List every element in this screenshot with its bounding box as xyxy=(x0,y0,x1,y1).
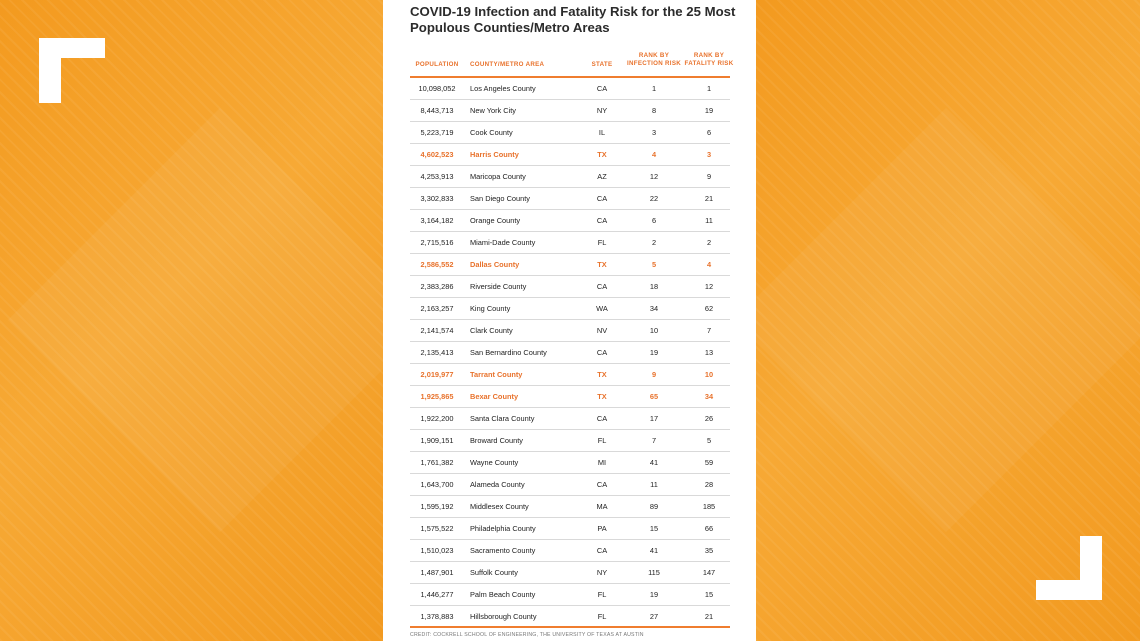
cell-fatality-rank: 3 xyxy=(706,150,712,159)
table-row xyxy=(410,298,730,320)
table-card xyxy=(383,0,756,641)
cell-state: NY xyxy=(596,106,608,115)
cell-population: 1,761,382 xyxy=(420,458,454,467)
cell-population: 1,446,277 xyxy=(420,590,454,599)
cell-population: 1,378,883 xyxy=(420,612,454,621)
cell-state: CA xyxy=(596,282,608,291)
credit-text: CREDIT: COCKRELL SCHOOL OF ENGINEERING, THE UNIVERSITY OF TEXAS AT AUSTIN xyxy=(410,632,644,638)
cell-fatality-rank: 9 xyxy=(706,172,712,181)
table-row xyxy=(410,210,730,232)
footer-divider xyxy=(410,626,730,628)
cell-fatality-rank: 185 xyxy=(702,502,716,511)
cell-state: CA xyxy=(596,216,608,225)
table-header xyxy=(410,50,734,78)
cell-population: 1,510,023 xyxy=(420,546,454,555)
cell-population: 2,141,574 xyxy=(420,326,454,335)
cell-state: FL xyxy=(597,436,607,445)
cell-population: 2,383,286 xyxy=(420,282,454,291)
cell-infection-rank: 19 xyxy=(649,348,659,357)
cell-infection-rank: 2 xyxy=(651,238,657,247)
cell-infection-rank: 34 xyxy=(649,304,659,313)
cell-population: 2,163,257 xyxy=(420,304,454,313)
cell-state: CA xyxy=(596,414,608,423)
corner-bracket-bottom-right xyxy=(1080,536,1102,600)
cell-state: NV xyxy=(596,326,608,335)
cell-infection-rank: 22 xyxy=(649,194,659,203)
cell-infection-rank: 17 xyxy=(649,414,659,423)
cell-state: MA xyxy=(596,502,608,511)
cell-fatality-rank: 19 xyxy=(704,106,714,115)
cell-state: CA xyxy=(596,194,608,203)
cell-fatality-rank: 34 xyxy=(704,392,714,401)
cell-county: Philadelphia County xyxy=(470,524,536,533)
cell-fatality-rank: 21 xyxy=(704,612,714,621)
cell-fatality-rank: 10 xyxy=(704,370,714,379)
cell-infection-rank: 15 xyxy=(649,524,659,533)
cell-fatality-rank: 62 xyxy=(704,304,714,313)
page-title: COVID-19 Infection and Fatality Risk for the 25 Most Populous Counties/Metro Areas xyxy=(410,4,736,35)
cell-county: Hillsborough County xyxy=(470,612,537,621)
cell-infection-rank: 9 xyxy=(651,370,657,379)
cell-county: Riverside County xyxy=(470,282,527,291)
cell-county: Wayne County xyxy=(470,458,519,467)
cell-fatality-rank: 15 xyxy=(704,590,714,599)
cell-population: 4,602,523 xyxy=(420,150,454,159)
cell-infection-rank: 5 xyxy=(651,260,657,269)
table-row xyxy=(410,78,730,100)
cell-state: IL xyxy=(598,128,606,137)
cell-population: 2,715,516 xyxy=(420,238,454,247)
cell-county: Clark County xyxy=(470,326,513,335)
table-row xyxy=(410,540,730,562)
table-row xyxy=(410,232,730,254)
cell-fatality-rank: 66 xyxy=(704,524,714,533)
cell-county: San Diego County xyxy=(470,194,530,203)
cell-fatality-rank: 28 xyxy=(704,480,714,489)
cell-infection-rank: 10 xyxy=(649,326,659,335)
cell-state: WA xyxy=(596,304,608,313)
table-row xyxy=(410,474,730,496)
cell-fatality-rank: 147 xyxy=(702,568,716,577)
cell-county: Los Angeles County xyxy=(470,84,536,93)
table-row xyxy=(410,430,730,452)
cell-infection-rank: 3 xyxy=(651,128,657,137)
cell-state: FL xyxy=(597,590,607,599)
column-header-state: STATE xyxy=(591,61,613,68)
cell-county: Cook County xyxy=(470,128,513,137)
cell-state: PA xyxy=(597,524,607,533)
column-header-fatality-rank: RANK BY FATALITY RISK xyxy=(684,52,734,67)
cell-infection-rank: 65 xyxy=(649,392,659,401)
cell-county: Palm Beach County xyxy=(470,590,536,599)
cell-state: FL xyxy=(597,612,607,621)
cell-population: 1,922,200 xyxy=(420,414,454,423)
cell-fatality-rank: 1 xyxy=(706,84,712,93)
table-row xyxy=(410,122,730,144)
cell-fatality-rank: 13 xyxy=(704,348,714,357)
cell-state: MI xyxy=(597,458,607,467)
cell-population: 1,925,865 xyxy=(420,392,454,401)
cell-county: Santa Clara County xyxy=(470,414,535,423)
cell-fatality-rank: 59 xyxy=(704,458,714,467)
cell-state: CA xyxy=(596,546,608,555)
table-row xyxy=(410,584,730,606)
table-row xyxy=(410,276,730,298)
table-row xyxy=(410,144,730,166)
cell-population: 2,135,413 xyxy=(420,348,454,357)
cell-fatality-rank: 21 xyxy=(704,194,714,203)
table-row xyxy=(410,364,730,386)
cell-county: Sacramento County xyxy=(470,546,536,555)
cell-state: TX xyxy=(597,392,607,401)
cell-fatality-rank: 5 xyxy=(706,436,712,445)
table-row xyxy=(410,386,730,408)
cell-population: 3,164,182 xyxy=(420,216,454,225)
cell-county: Harris County xyxy=(470,150,519,159)
table-row xyxy=(410,188,730,210)
cell-state: TX xyxy=(597,150,607,159)
cell-fatality-rank: 12 xyxy=(704,282,714,291)
cell-population: 8,443,713 xyxy=(420,106,454,115)
cell-state: CA xyxy=(596,348,608,357)
cell-county: King County xyxy=(470,304,511,313)
table-row xyxy=(410,452,730,474)
cell-county: Miami-Dade County xyxy=(470,238,536,247)
table-row xyxy=(410,496,730,518)
background-diamond xyxy=(734,108,1140,532)
cell-county: Maricopa County xyxy=(470,172,526,181)
cell-infection-rank: 19 xyxy=(649,590,659,599)
cell-population: 1,487,901 xyxy=(420,568,454,577)
cell-population: 1,643,700 xyxy=(420,480,454,489)
cell-fatality-rank: 7 xyxy=(706,326,712,335)
cell-state: TX xyxy=(597,370,607,379)
cell-fatality-rank: 2 xyxy=(706,238,712,247)
corner-bracket-top-left xyxy=(39,38,61,103)
cell-population: 4,253,913 xyxy=(420,172,454,181)
cell-population: 2,019,977 xyxy=(420,370,454,379)
cell-fatality-rank: 26 xyxy=(704,414,714,423)
table-row xyxy=(410,562,730,584)
cell-infection-rank: 89 xyxy=(649,502,659,511)
cell-infection-rank: 11 xyxy=(650,480,658,489)
cell-county: Alameda County xyxy=(470,480,525,489)
table-row xyxy=(410,166,730,188)
cell-infection-rank: 12 xyxy=(649,172,659,181)
cell-county: San Bernardino County xyxy=(470,348,547,357)
cell-state: CA xyxy=(596,84,608,93)
table-row xyxy=(410,518,730,540)
cell-infection-rank: 7 xyxy=(651,436,657,445)
cell-infection-rank: 4 xyxy=(651,150,657,159)
cell-fatality-rank: 35 xyxy=(704,546,714,555)
table-body xyxy=(410,78,730,628)
table-row xyxy=(410,408,730,430)
cell-infection-rank: 1 xyxy=(651,84,657,93)
column-header-population: POPULATION xyxy=(415,61,459,68)
cell-county: Orange County xyxy=(470,216,521,225)
cell-county: New York City xyxy=(470,106,517,115)
cell-population: 2,586,552 xyxy=(420,260,454,269)
cell-county: Suffolk County xyxy=(470,568,518,577)
cell-infection-rank: 115 xyxy=(648,568,660,577)
cell-infection-rank: 6 xyxy=(651,216,657,225)
cell-county: Middlesex County xyxy=(470,502,529,511)
table-row xyxy=(410,320,730,342)
cell-population: 1,595,192 xyxy=(420,502,454,511)
cell-infection-rank: 27 xyxy=(649,612,659,621)
cell-county: Bexar County xyxy=(470,392,519,401)
cell-infection-rank: 41 xyxy=(649,546,659,555)
cell-infection-rank: 8 xyxy=(651,106,657,115)
cell-infection-rank: 41 xyxy=(649,458,659,467)
cell-state: CA xyxy=(596,480,608,489)
table-row xyxy=(410,606,730,628)
cell-county: Tarrant County xyxy=(470,370,523,379)
cell-county: Broward County xyxy=(470,436,523,445)
cell-state: FL xyxy=(597,238,607,247)
background-diamond xyxy=(8,108,432,532)
cell-population: 1,909,151 xyxy=(420,436,454,445)
table-row xyxy=(410,342,730,364)
cell-population: 10,098,052 xyxy=(418,84,456,93)
column-header-county: COUNTY/METRO AREA xyxy=(470,61,545,68)
cell-fatality-rank: 4 xyxy=(706,260,712,269)
cell-state: AZ xyxy=(597,172,607,181)
cell-fatality-rank: 6 xyxy=(706,128,712,137)
column-header-infection-rank: RANK BY INFECTION RISK xyxy=(626,52,682,67)
cell-population: 5,223,719 xyxy=(420,128,454,137)
cell-population: 3,302,833 xyxy=(420,194,454,203)
cell-population: 1,575,522 xyxy=(420,524,454,533)
cell-state: NY xyxy=(596,568,608,577)
table-row xyxy=(410,100,730,122)
cell-fatality-rank: 11 xyxy=(705,216,713,225)
cell-county: Dallas County xyxy=(470,260,520,269)
cell-state: TX xyxy=(597,260,607,269)
table-row xyxy=(410,254,730,276)
cell-infection-rank: 18 xyxy=(649,282,659,291)
